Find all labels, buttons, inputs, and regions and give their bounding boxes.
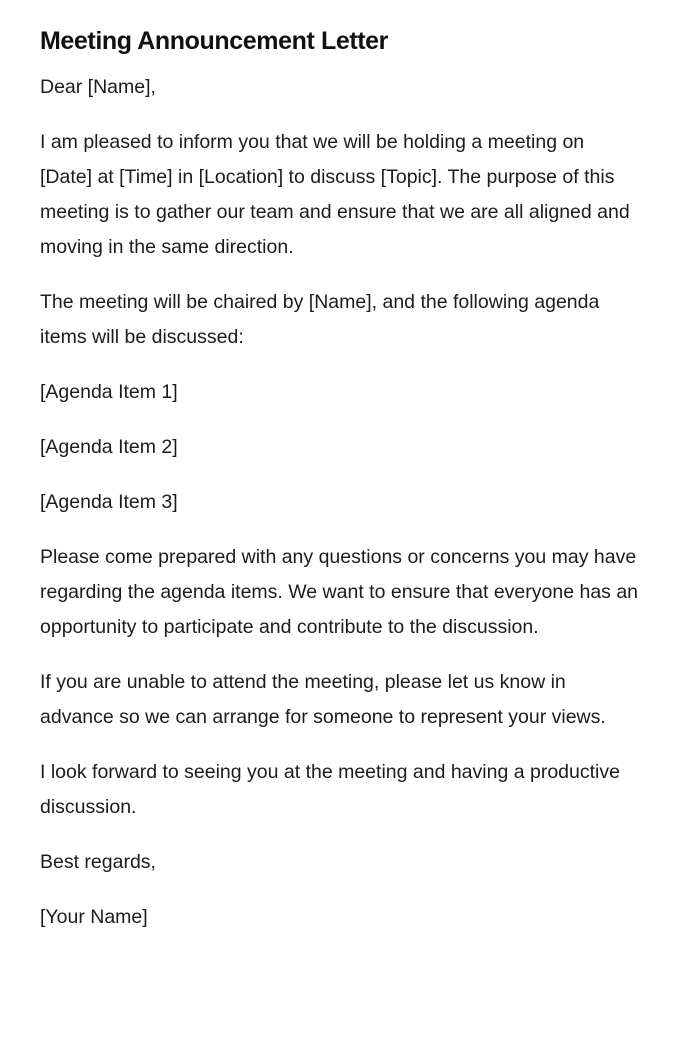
- preparation-paragraph: Please come prepared with any questions or concerns you may have regarding the agenda items. We want to ensure that everyone has an opportunity to participate and contribute to the discussion.: [40, 546, 639, 638]
- agenda-item-3: [Agenda Item 3]: [40, 491, 178, 513]
- signature-name: [Your Name]: [40, 906, 148, 928]
- absence-paragraph: If you are unable to attend the meeting, please let us know in advance so we can arrange for someone to represent your views.: [40, 671, 606, 728]
- intro-paragraph: I am pleased to inform you that we will be holding a meeting on [Date] at [Time] in [Location] to discuss [Topic]. The purpose of this meeting is to gather our team and ensure that we are all aligned and moving in the same direction.: [40, 131, 630, 258]
- chair-paragraph: The meeting will be chaired by [Name], and the following agenda items will be discussed:: [40, 291, 600, 348]
- closing-paragraph: I look forward to seeing you at the meeting and having a productive discussion.: [40, 761, 620, 818]
- agenda-item-1: [Agenda Item 1]: [40, 381, 178, 403]
- agenda-item-2: [Agenda Item 2]: [40, 436, 178, 458]
- letter-document: [40, 24, 640, 955]
- letter-title: Meeting Announcement Letter: [40, 27, 389, 55]
- sign-off: Best regards,: [40, 851, 156, 873]
- salutation: Dear [Name],: [40, 76, 156, 98]
